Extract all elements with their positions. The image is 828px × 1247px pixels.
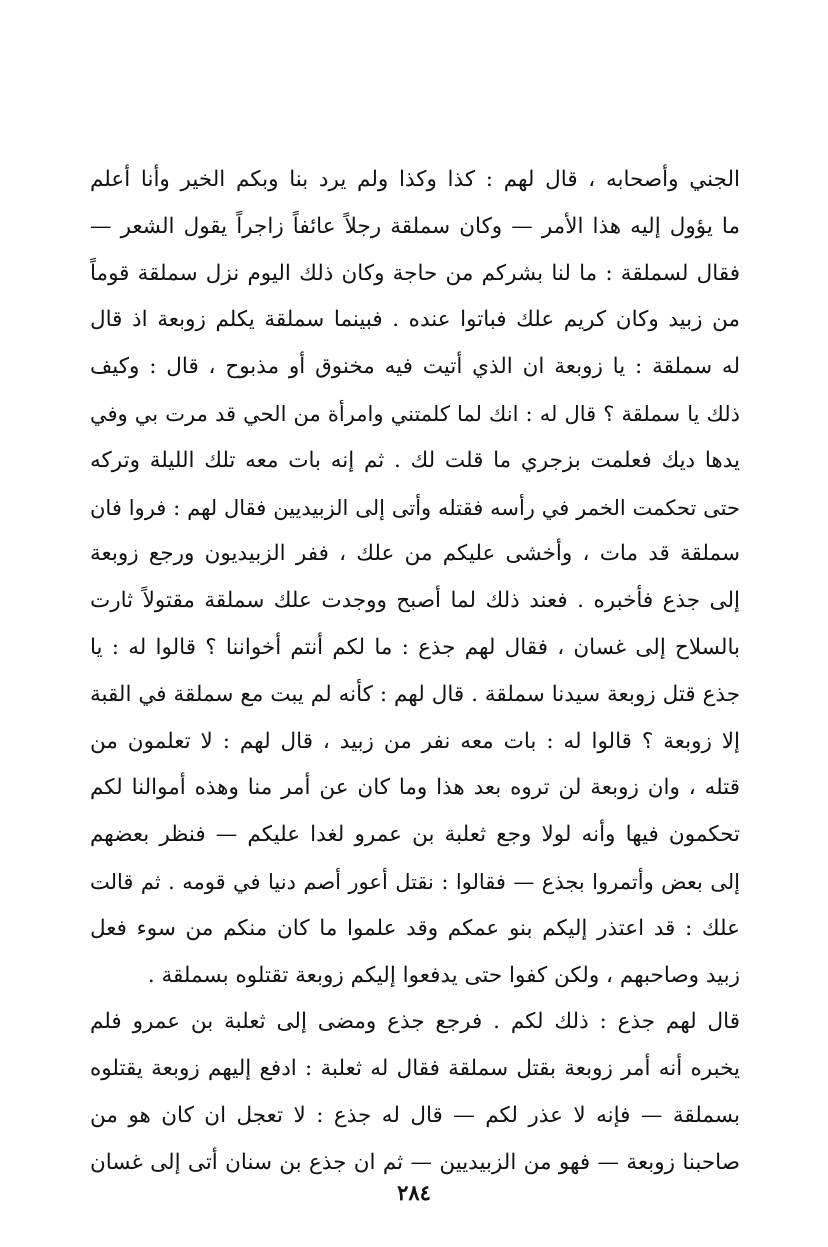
text-line-10: إلى جذع فأخبره . فعند ذلك لما أصبح ووجدت علك سملقة مقتولاً ثارت: [90, 588, 740, 614]
text-line-17: علك : قد اعتذر إليكم بنو عمكم وقد علموا ما كان منكم من سوء فعل: [90, 915, 740, 941]
text-line-5: له سملقة : يا زوبعة ان الذي أتيت فيه مخنوق أو مذبوح ، قال : وكيف: [90, 354, 740, 380]
text-line-14: قتله ، وان زوبعة لن تروه بعد هذا وما كان عن أمر منا وهذه أموالنا لكم: [90, 775, 740, 801]
text-line-19: قال لهم جذع : ذلك لكم . فرجع جذع ومضى إلى ثعلبة بن عمرو فلم: [90, 1009, 740, 1035]
text-line-1: الجني وأصحابه ، قال لهم : كذا وكذا ولم يرد بنا وبكم الخير وأنا أعلم: [90, 167, 740, 192]
text-line-4: من زبيد وكان كريم علك فباتوا عنده . فبينما سملقة يكلم زوبعة اذ قال: [90, 307, 740, 333]
text-line-20: يخبره أنه أمر زوبعة بقتل سملقة فقال له ثعلبة : ادفع إليهم زوبعة يقتلوه: [90, 1056, 740, 1082]
text-line-8: حتى تحكمت الخمر في رأسه فقتله وأتى إلى الزبيديين فقال لهم : فروا فان: [90, 495, 740, 520]
text-line-16: إلى بعض وأتمروا بجذع — فقالوا : نقتل أعور أصم دنيا في قومه . ثم قالت: [90, 869, 740, 894]
text-line-12: جذع قتل زوبعة سيدنا سملقة . قال لهم : كأنه لم يبت مع سملقة في القبة: [90, 681, 740, 707]
page-number: ٢٨٤: [397, 1180, 431, 1205]
text-line-21: بسملقة — فإنه لا عذر لكم — قال له جذع : لا تعجل ان كان هو من: [90, 1102, 740, 1128]
text-line-11: بالسلاح إلى غسان ، فقال لهم جذع : ما لكم أنتم أخواننا ؟ قالوا له : يا: [90, 634, 740, 660]
text-line-13: إلا زوبعة ؟ قالوا له : بات معه نفر من زبيد ، قال لهم : لا تعلمون من: [90, 728, 740, 754]
body-text: [90, 157, 740, 1187]
text-line-15: تحكمون فيها وأنه لولا وجع ثعلبة بن عمرو لغدا عليكم — فنظر بعضهم: [90, 822, 740, 848]
text-line-22: صاحبنا زوبعة — فهو من الزبيديين — ثم ان جذع بن سنان أتى إلى غسان: [90, 1149, 740, 1175]
text-line-18: زبيد وصاحبهم ، ولكن كفوا حتى يدفعوا إليكم زوبعة تقتلوه بسملقة .: [147, 962, 740, 988]
text-line-9: سملقة قد مات ، وأخشى عليكم من علك ، ففر الزبيديون ورجع زوبعة: [90, 541, 740, 567]
text-line-6: ذلك يا سملقة ؟ قال له : انك لما كلمتني وامرأة من الحي قد مرت بي وفي: [90, 401, 740, 426]
text-line-2: ما يؤول إليه هذا الأمر — وكان سملقة رجلاً عائفاً زاجراً يقول الشعر —: [90, 213, 740, 239]
text-line-7: يدها ديك فعلمت بزجري ما قلت لك . ثم إنه بات معه تلك الليلة وتركه: [90, 447, 740, 473]
text-line-3: فقال لسملقة : ما لنا بشركم من حاجة وكان ذلك اليوم نزل سملقة قوماً: [90, 260, 740, 286]
